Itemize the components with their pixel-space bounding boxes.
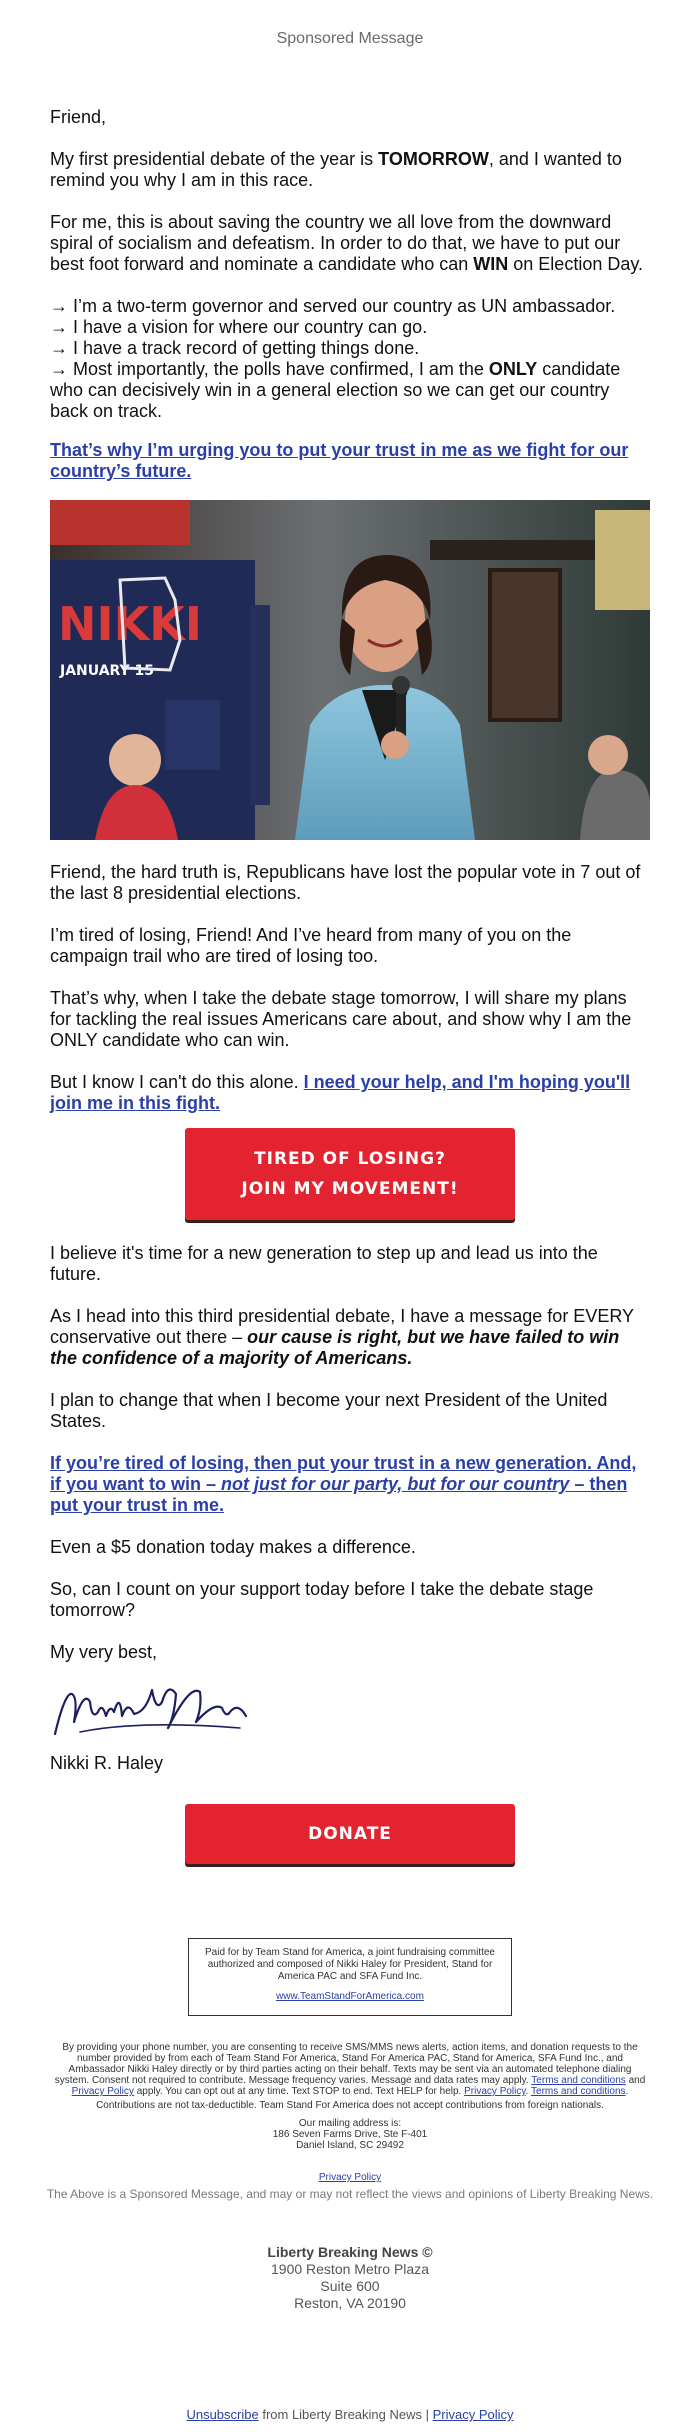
signature-image bbox=[50, 1672, 260, 1748]
privacy-link[interactable]: Privacy Policy bbox=[464, 2086, 526, 2097]
trust-link-paragraph bbox=[50, 440, 650, 482]
bullet-list bbox=[50, 296, 650, 422]
contributions-notice: Contributions are not tax-deductible. Team Stand For America does not accept contributions from foreign nationals. bbox=[96, 2100, 604, 2111]
bullet-item: → Most importantly, the polls have confirmed, I am the ONLY candidate who can decisively win in a general election so we can get our country back on track. bbox=[50, 359, 621, 421]
join-movement-button[interactable]: TIRED OF LOSING? JOIN MY MOVEMENT! bbox=[185, 1128, 515, 1220]
unsubscribe-link[interactable]: Unsubscribe bbox=[186, 2407, 259, 2422]
campaign-photo-illustration bbox=[50, 500, 650, 840]
trust-generation-link-paragraph bbox=[50, 1453, 650, 1516]
paid-for-text: Paid for by Team Stand for America, a joint fundraising committee authorized and composed of Nikki Haley for President, Stand for America PAC and SFA Fund Inc. bbox=[205, 1947, 495, 1982]
paragraph-new-generation: I believe it's time for a new generation to step up and lead us into the future. bbox=[50, 1243, 598, 1284]
signature-illustration bbox=[50, 1672, 260, 1748]
mailing-address: Our mailing address is: 186 Seven Farms Drive, Ste F-401 Daniel Island, SC 29492 bbox=[272, 2118, 428, 2151]
trust-generation-link[interactable]: If you’re tired of losing, then put your trust in a new generation. And, if you want to win – not just for our party, but for our country – then put your trust in me. bbox=[50, 1453, 637, 1515]
sponsored-disclaimer: The Above is a Sponsored Message, and may or may not reflect the views and opinions of Liberty Breaking News. bbox=[46, 2187, 654, 2201]
bullet-item: → I have a track record of getting things done. bbox=[50, 338, 420, 358]
paragraph-hard-truth: Friend, the hard truth is, Republicans have lost the popular vote in 7 out of the last 8 presidential elections. bbox=[50, 862, 641, 903]
privacy-link[interactable]: Privacy Policy bbox=[71, 2086, 134, 2097]
paragraph-saving-country: For me, this is about saving the country we all love from the downward spiral of socialism and defeatism. In order to do that, we have to put our best foot forward and nominate a candidate who can WIN on Election Day. bbox=[50, 212, 644, 274]
bullet-item: → I’m a two-term governor and served our country as UN ambassador. bbox=[50, 296, 616, 316]
paragraph-next-president: I plan to change that when I become your next President of the United States. bbox=[50, 1390, 608, 1431]
privacy-policy-link[interactable]: Privacy Policy bbox=[318, 2172, 382, 2183]
unsubscribe-line: Unsubscribe from Liberty Breaking News | Privacy Policy bbox=[186, 2407, 514, 2422]
closing-text: My very best, bbox=[50, 1642, 158, 1662]
terms-link[interactable]: Terms and conditions bbox=[531, 2086, 626, 2097]
terms-link[interactable]: Terms and conditions bbox=[531, 2075, 626, 2086]
signer-name: Nikki R. Haley bbox=[50, 1753, 164, 1773]
paragraph-count-on-you: So, can I count on your support today before I take the debate stage tomorrow? bbox=[50, 1579, 594, 1620]
sign-text: NIKKI bbox=[58, 597, 203, 651]
paragraph-message-conservative: As I head into this third presidential debate, I have a message for EVERY conservative out there – our cause is right, but we have failed to win the confidence of a majority of Americans. bbox=[50, 1306, 634, 1368]
footer-privacy bbox=[50, 2172, 650, 2183]
sponsored-label: Sponsored Message bbox=[276, 30, 424, 47]
publisher-address: Liberty Breaking News © 1900 Reston Metro Plaza Suite 600 Reston, VA 20190 bbox=[0, 2244, 700, 2312]
donate-button[interactable]: DONATE bbox=[185, 1804, 515, 1864]
campaign-photo[interactable] bbox=[50, 500, 650, 840]
help-link[interactable]: I need your help, and I'm hoping you'll join me in this fight. bbox=[50, 1072, 631, 1113]
paragraph-tired-of-losing: I’m tired of losing, Friend! And I’ve heard from many of you on the campaign trail who are tired of losing too. bbox=[50, 925, 572, 966]
paragraph-debate: My first presidential debate of the year is TOMORROW, and I wanted to remind you why I am in this race. bbox=[50, 149, 622, 190]
trust-link[interactable]: That’s why I’m urging you to put your trust in me as we fight for our country’s future. bbox=[50, 440, 629, 481]
paragraph-five-dollar: Even a $5 donation today makes a difference. bbox=[50, 1537, 416, 1557]
paragraph-debate-stage: That’s why, when I take the debate stage tomorrow, I will share my plans for tackling the real issues Americans care about, and show why I am the ONLY candidate who can win. bbox=[50, 988, 632, 1050]
sign-subtext: JANUARY 15 bbox=[60, 663, 155, 679]
letter-greeting: Friend, bbox=[50, 107, 107, 127]
paid-for-box bbox=[188, 1938, 512, 2016]
publisher-name: Liberty Breaking News © bbox=[267, 2244, 433, 2260]
publisher-privacy-link[interactable]: Privacy Policy bbox=[432, 2407, 514, 2422]
bullet-item: → I have a vision for where our country can go. bbox=[50, 317, 428, 337]
team-site-link[interactable]: www.TeamStandForAmerica.com bbox=[276, 1991, 424, 2002]
sms-disclosure: By providing your phone number, you are consenting to receive SMS/MMS news alerts, action items, and donation requests to the number provided by from each of Team Stand For America, Stand For America PAC, Stand for America, SFA Fund Inc., and Ambassador Nikki Haley directly or by third parties acting on their behalf. Texts may be sent via an automated telephone dialing system. Consent not required to contribute. Message frequency varies. Message and data rates may apply. Terms and conditions and Privacy Policy apply. You can opt out at any time. Text STOP to end. Text HELP for help. Privacy Policy. Terms and conditions. bbox=[54, 2042, 646, 2097]
paragraph-help: But I know I can't do this alone. I need your help, and I'm hoping you'll join me in this fight. bbox=[50, 1072, 631, 1113]
